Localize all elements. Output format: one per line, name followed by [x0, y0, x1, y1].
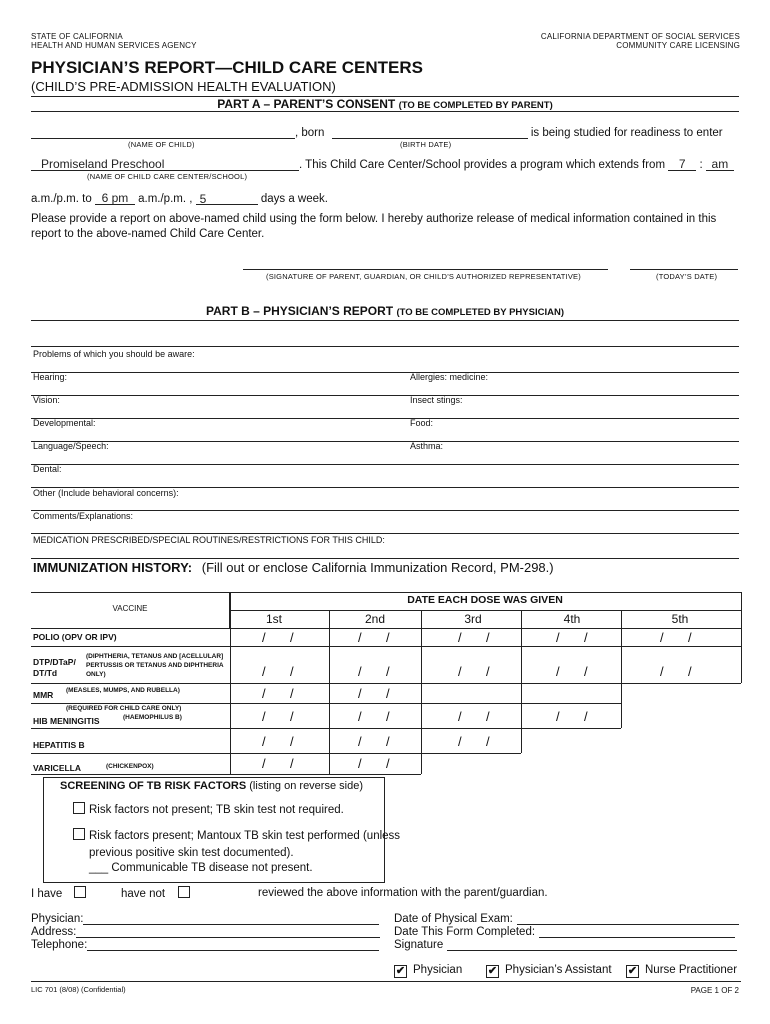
- center-row: [31, 157, 746, 171]
- exam-date-row: [394, 913, 739, 925]
- tb-heading-row: [60, 780, 363, 792]
- exam-date-label: Date of Physical Exam:: [394, 913, 513, 925]
- hib-label: HIB MENINGITIS: [33, 716, 100, 726]
- date-slash: /: [556, 709, 560, 724]
- address-label: Address:: [31, 926, 77, 938]
- physician-label: Physician:: [31, 913, 84, 925]
- rule-4: [31, 441, 739, 442]
- imm-col-6: [741, 592, 742, 683]
- provides-text: . This Child Care Center/School provides a program which extends from: [299, 159, 666, 171]
- tb-heading-note: (listing on reverse side): [249, 780, 363, 792]
- name-of-child-label: (NAME OF CHILD): [128, 140, 195, 149]
- department-line-1: CALIFORNIA DEPARTMENT OF SOCIAL SERVICES: [540, 32, 740, 41]
- signature-text-label: Signature: [394, 939, 444, 951]
- language-label: Language/Speech:: [33, 441, 109, 451]
- checkbox-icon[interactable]: [178, 886, 190, 898]
- role-physician-text: Physician: [413, 964, 463, 976]
- immunization-note: (Fill out or enclose California Immunization Record, PM-298.): [201, 560, 554, 575]
- hearing-label: Hearing:: [33, 372, 68, 382]
- allergies-label: Allergies: medicine:: [410, 372, 489, 382]
- date-slash: /: [486, 709, 490, 724]
- date-slash: /: [290, 756, 294, 771]
- form-date-row: [394, 926, 735, 938]
- rule-5: [31, 464, 739, 465]
- tb-option-1[interactable]: [73, 802, 344, 816]
- date-slash: /: [262, 630, 266, 645]
- dtp-label: DTP/DTaP/: [33, 657, 76, 667]
- date-slash: /: [386, 630, 390, 645]
- rule-8: [31, 533, 739, 534]
- i-have-option[interactable]: [31, 886, 90, 900]
- dose-1st: 1st: [265, 612, 282, 626]
- date-slash: /: [358, 709, 362, 724]
- telephone-row: [31, 939, 379, 951]
- date-slash: /: [584, 664, 588, 679]
- child-name-field[interactable]: [31, 126, 295, 139]
- date-header: DATE EACH DOSE WAS GIVEN: [407, 594, 563, 606]
- from-hour-field[interactable]: 7: [668, 157, 696, 171]
- center-name-field[interactable]: Promiseland Preschool: [31, 157, 299, 171]
- imm-row-rule-dtp: [31, 683, 741, 684]
- tb-option-2-text: Risk factors present; Mantoux TB skin test performed (unless: [89, 830, 401, 842]
- varicella-label: VARICELLA: [33, 763, 82, 773]
- hours-row: [31, 191, 328, 205]
- role-np-text: Nurse Practitioner: [645, 964, 738, 976]
- date-slash: /: [386, 734, 390, 749]
- asthma-label: Asthma:: [410, 441, 444, 451]
- ampm-days-text: a.m./p.m. ,: [138, 193, 193, 205]
- vision-label: Vision:: [33, 395, 60, 405]
- vaccine-header: VACCINE: [112, 604, 148, 613]
- polio-label: POLIO (OPV OR IPV): [33, 632, 117, 642]
- checkmark-icon[interactable]: ✔: [395, 965, 406, 977]
- telephone-field[interactable]: [87, 940, 379, 951]
- mmr-note: (MEASLES, MUMPS, AND RUBELLA): [66, 687, 180, 694]
- date-slash: /: [584, 630, 588, 645]
- rule-2: [31, 395, 739, 396]
- days-field[interactable]: 5: [196, 192, 258, 205]
- date-slash: /: [386, 686, 390, 701]
- part-b-heading: PART B – PHYSICIAN’S REPORT: [206, 304, 394, 318]
- hib-note-2: (HAEMOPHILUS B): [123, 714, 182, 721]
- have-not-option[interactable]: [121, 886, 194, 900]
- checkmark-icon[interactable]: ✔: [627, 965, 638, 977]
- date-slash: /: [584, 709, 588, 724]
- imm-rule-sub: [230, 610, 741, 611]
- imm-col-3: [421, 610, 422, 774]
- date-slash: /: [358, 630, 362, 645]
- problems-label: Problems of which you should be aware:: [33, 349, 195, 359]
- hib-note-1: (REQUIRED FOR CHILD CARE ONLY): [66, 705, 182, 712]
- part-a-heading: PART A – PARENT’S CONSENT: [217, 97, 396, 111]
- rule-1: [31, 372, 739, 373]
- dose-5th: 5th: [671, 612, 689, 626]
- physician-field[interactable]: [83, 914, 379, 925]
- date-line[interactable]: [630, 269, 738, 270]
- imm-col-4: [521, 610, 522, 753]
- consent-text: Please provide a report on above-named child using the form below. I hereby authorize release of medical information contained in this report to the above-named Child Care Center.: [31, 213, 717, 240]
- date-slash: /: [688, 630, 692, 645]
- checkbox-icon[interactable]: [73, 828, 85, 840]
- department-line-2: COMMUNITY CARE LICENSING: [616, 41, 740, 50]
- form-id: LIC 701 (8/08) (Confidential): [31, 985, 126, 994]
- varicella-note: (CHICKENPOX): [106, 763, 154, 770]
- date-slash: /: [458, 734, 462, 749]
- role-assistant[interactable]: [486, 964, 612, 978]
- date-slash: /: [556, 630, 560, 645]
- from-ampm-field[interactable]: am: [706, 157, 734, 171]
- dose-3rd: 3rd: [464, 612, 482, 626]
- date-slash: /: [290, 664, 294, 679]
- child-name-row: [31, 126, 741, 139]
- date-slash: /: [262, 686, 266, 701]
- date-slash: /: [660, 630, 664, 645]
- immunization-row: [33, 560, 554, 575]
- part-b-heading-note: (TO BE COMPLETED BY PHYSICIAN): [396, 307, 564, 318]
- date-slash: /: [386, 709, 390, 724]
- exam-date-field[interactable]: [517, 914, 739, 925]
- date-slash: /: [386, 664, 390, 679]
- imm-row-rule-hib: [31, 728, 621, 729]
- date-slash: /: [358, 756, 362, 771]
- mmr-label: MMR: [33, 690, 54, 700]
- date-slash: /: [262, 734, 266, 749]
- imm-row-rule-hep: [31, 753, 521, 754]
- date-slash: /: [262, 709, 266, 724]
- vaccine-header-cell: [31, 592, 230, 629]
- checkmark-icon[interactable]: ✔: [487, 965, 498, 977]
- days-text: days a week.: [260, 193, 328, 205]
- imm-row-rule-mmr: [31, 703, 621, 704]
- other-label: Other (Include behavioral concerns):: [33, 488, 179, 498]
- date-slash: /: [358, 734, 362, 749]
- birth-date-field[interactable]: [332, 126, 528, 139]
- insect-label: Insect stings:: [410, 395, 463, 405]
- imm-col-2: [329, 610, 330, 774]
- form-date-label: Date This Form Completed:: [394, 926, 536, 938]
- tb-option-2[interactable]: [73, 828, 400, 842]
- developmental-label: Developmental:: [33, 418, 96, 428]
- tb-option-2b: previous positive skin test documented).: [89, 847, 294, 859]
- food-label: Food:: [410, 418, 434, 428]
- signature-row: [394, 939, 737, 951]
- address-row: [31, 926, 380, 938]
- checkbox-icon[interactable]: [74, 886, 86, 898]
- date-slash: /: [290, 686, 294, 701]
- tb-option-3: ___ Communicable TB disease not present.: [89, 862, 313, 874]
- i-have-text: I have: [31, 888, 63, 900]
- to-hour-field[interactable]: 6 pm: [95, 191, 135, 205]
- imm-rule-head-bottom: [31, 628, 741, 629]
- imm-col-1: [230, 592, 231, 774]
- tb-option-1-text: Risk factors not present; TB skin test not required.: [89, 804, 344, 816]
- part-a-heading-bar: [31, 96, 739, 112]
- checkbox-icon[interactable]: [73, 802, 85, 814]
- date-slash: /: [458, 709, 462, 724]
- immunization-heading: IMMUNIZATION HISTORY:: [33, 560, 193, 575]
- physician-signature-field[interactable]: [447, 940, 737, 951]
- imm-col-5: [621, 610, 622, 728]
- colon-text: :: [699, 159, 703, 171]
- hepatitis-label: HEPATITIS B: [33, 740, 85, 750]
- tb-heading: SCREENING OF TB RISK FACTORS: [60, 780, 247, 792]
- dt-label: DT/Td: [33, 668, 58, 678]
- date-slash: /: [458, 630, 462, 645]
- medication-label: MEDICATION PRESCRIBED/SPECIAL ROUTINES/RESTRICTIONS FOR THIS CHILD:: [33, 535, 385, 545]
- signature-label: (SIGNATURE OF PARENT, GUARDIAN, OR CHILD’S AUTHORIZED REPRESENTATIVE): [266, 272, 581, 281]
- date-slash: /: [486, 734, 490, 749]
- rule-7: [31, 510, 739, 511]
- signature-line[interactable]: [243, 269, 608, 270]
- born-text: , born: [295, 127, 325, 139]
- rule-problems-top: [31, 346, 739, 347]
- dtp-note: (DIPHTHERIA, TETANUS AND [ACELLULAR] PERTUSSIS OR TETANUS AND DIPHTHERIA ONLY): [86, 653, 224, 678]
- agency-line-2: HEALTH AND HUMAN SERVICES AGENCY: [31, 41, 197, 50]
- dose-2nd: 2nd: [364, 612, 386, 626]
- role-physician[interactable]: [394, 964, 462, 978]
- date-slash: /: [486, 664, 490, 679]
- rule-3: [31, 418, 739, 419]
- date-slash: /: [556, 664, 560, 679]
- imm-row-rule-var: [31, 774, 421, 775]
- footer-rule: [31, 981, 741, 982]
- address-field[interactable]: [76, 927, 380, 938]
- date-slash: /: [262, 756, 266, 771]
- birth-date-label: (BIRTH DATE): [400, 140, 452, 149]
- page-number: PAGE 1 OF 2: [690, 986, 739, 995]
- date-slash: /: [486, 630, 490, 645]
- date-slash: /: [358, 686, 362, 701]
- dose-4th: 4th: [563, 612, 581, 626]
- physician-row: [31, 913, 379, 925]
- date-slash: /: [358, 664, 362, 679]
- center-label: (NAME OF CHILD CARE CENTER/SCHOOL): [87, 172, 248, 181]
- date-slash: /: [290, 630, 294, 645]
- date-slash: /: [290, 734, 294, 749]
- telephone-label: Telephone:: [31, 939, 88, 951]
- comments-label: Comments/Explanations:: [33, 511, 134, 521]
- reviewed-text: reviewed the above information with the parent/guardian.: [258, 887, 548, 899]
- part-a-heading-note: (TO BE COMPLETED BY PARENT): [398, 100, 553, 111]
- agency-line-1: STATE OF CALIFORNIA: [31, 32, 123, 41]
- date-slash: /: [688, 664, 692, 679]
- form-subtitle: (CHILD’S PRE-ADMISSION HEALTH EVALUATION): [31, 79, 336, 94]
- date-slash: /: [458, 664, 462, 679]
- date-slash: /: [660, 664, 664, 679]
- role-np[interactable]: [626, 964, 737, 978]
- date-slash: /: [262, 664, 266, 679]
- ampm-to-text: a.m./p.m. to: [31, 193, 92, 205]
- part-b-rule: [31, 320, 739, 321]
- form-date-field[interactable]: [539, 927, 735, 938]
- imm-row-rule-polio: [31, 646, 741, 647]
- date-label: (TODAY’S DATE): [656, 272, 718, 281]
- date-slash: /: [386, 756, 390, 771]
- form-title: PHYSICIAN’S REPORT—CHILD CARE CENTERS: [31, 58, 423, 77]
- have-not-text: have not: [121, 888, 166, 900]
- date-slash: /: [290, 709, 294, 724]
- dental-label: Dental:: [33, 464, 62, 474]
- part-b-heading-bar: [31, 304, 739, 318]
- studied-text: is being studied for readiness to enter: [530, 127, 723, 139]
- role-assistant-text: Physician’s Assistant: [505, 964, 612, 976]
- rule-9: [31, 558, 739, 559]
